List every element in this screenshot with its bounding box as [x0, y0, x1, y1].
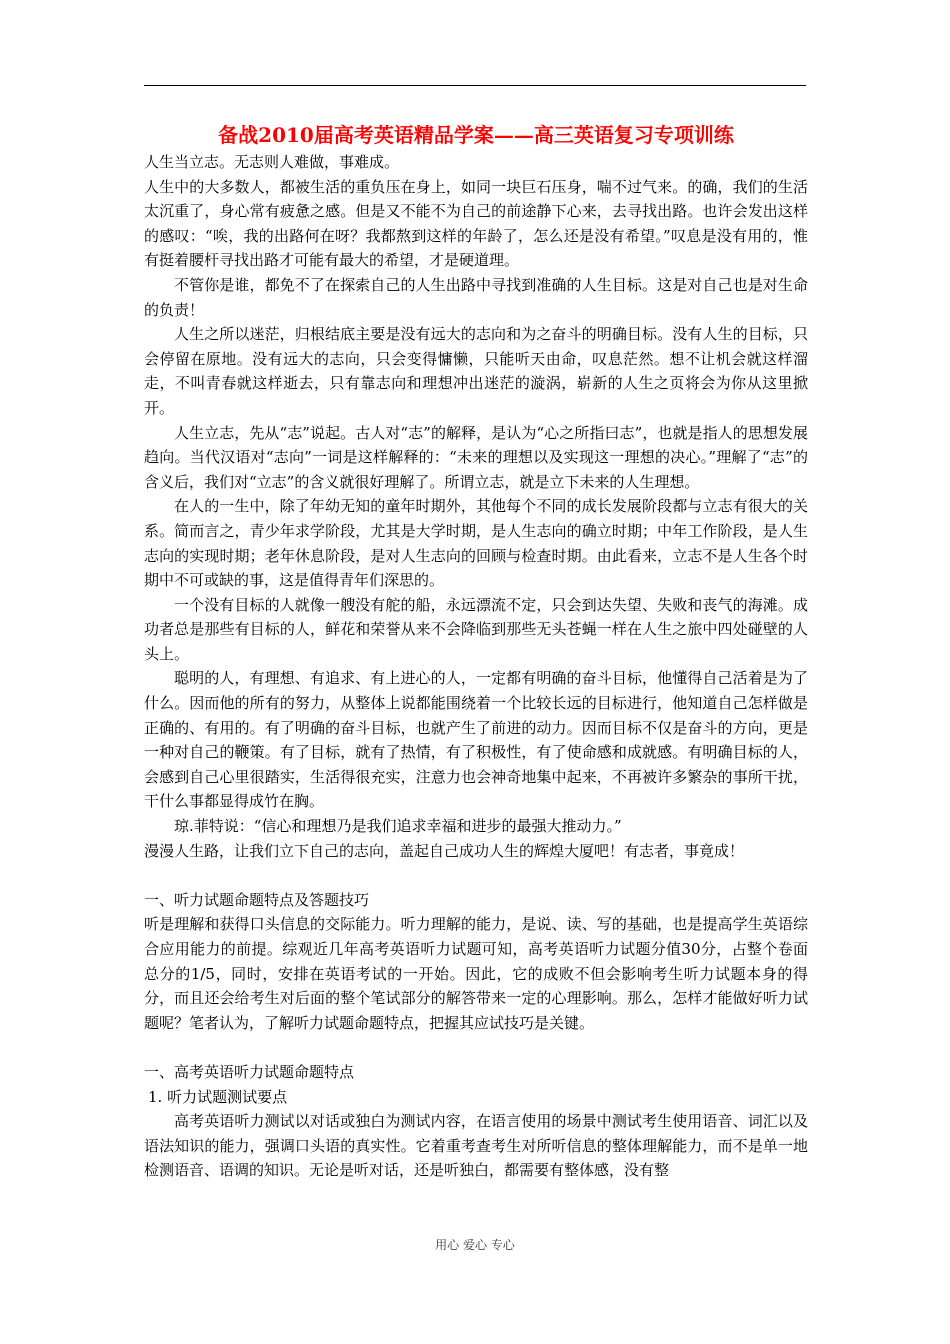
- paragraph: 人生之所以迷茫，归根结底主要是没有远大的志向和为之奋斗的明确目标。没有人生的目标，只会停留在原地。没有远大的志向，只会变得慵懒，只能听天由命，叹息茫然。想不让机会就这样溜走，不叫青春就这样逝去，只有靠志向和理想冲出迷茫的漩涡，崭新的人生之页将会为你从这里掀开。: [144, 325, 808, 417]
- paragraph: 不管你是谁，都免不了在探索自己的人生出路中寻找到准确的人生目标。这是对自己也是对生命的负责！: [144, 275, 808, 319]
- paragraph: 一个没有目标的人就像一艘没有舵的船，永远漂流不定，只会到达失望、失败和丧气的海滩。成功者总是那些有目标的人，鲜花和荣誉从来不会降临到那些无头苍蝇一样在人生之旅中四处碰壁的人头上。: [144, 595, 808, 663]
- paragraph: 在人的一生中，除了年幼无知的童年时期外，其他每个不同的成长发展阶段都与立志有很大的关系。简而言之，青少年求学阶段，尤其是大学时期，是人生志向的确立时期；中年工作阶段，是人生志向的实现时期；老年休息阶段，是对人生志向的回顾与检查时期。由此看来，立志不是人生各个时期中不可或缺的事，这是值得青年们深思的。: [144, 497, 808, 590]
- paragraph-motto: 人生当立志。无志则人难做，事难成。: [144, 153, 400, 171]
- paragraph-closing: 漫漫人生路，让我们立下自己的志向，盖起自己成功人生的辉煌大厦吧！有志者，事竟成！: [144, 841, 745, 860]
- paragraph: 听是理解和获得口头信息的交际能力。听力理解的能力，是说、读、写的基础，也是提高学生英语综合应用能力的前提。综观近几年高考英语听力试题可知，高考英语听力试题分值30分，占整个卷面总分的1/5，同时，安排在英语考试的一开始。因此，它的成败不但会影响考生听力试题本身的得分，而且还会给考生对后面的整个笔试部分的解答带来一定的心理影响。那么，怎样才能做好听力试题呢？笔者认为，了解听力试题命题特点，把握其应试技巧是关键。: [144, 915, 808, 1032]
- paragraph-quote: 琼.菲特说：“信心和理想乃是我们追求幸福和进步的最强大推动力。”: [174, 817, 622, 836]
- section-heading: 一、听力试题命题特点及答题技巧: [144, 890, 370, 909]
- paragraph: 聪明的人，有理想、有追求、有上进心的人，一定都有明确的奋斗目标，他懂得自己活着是为了什么。因而他的所有的努力，从整体上说都能围绕着一个比较长远的目标进行，他知道自己怎样做是正确的、有用的。有了明确的奋斗目标，也就产生了前进的动力。因而目标不仅是奋斗的方向，更是一种对自己的鞭策。有了目标，就有了热情，有了积极性，有了使命感和成就感。有明确目标的人，会感到自己心里很踏实，生活得很充实，注意力也会神奇地集中起来，不再被许多繁杂的事所干扰，干什么事都显得成竹在胸。: [144, 669, 808, 811]
- paragraph: 人生立志，先从“志”说起。古人对“志”的解释，是认为“心之所指曰志”，也就是指人的思想发展趋向。当代汉语对“志向”一词是这样解释的：“未来的理想以及实现这一理想的决心。”理解了“志”的含义后，我们对“立志”的含义就很好理解了。所谓立志，就是立下未来的人生理想。: [144, 423, 808, 491]
- section-heading: 一、高考英语听力试题命题特点: [144, 1062, 355, 1081]
- header-rule: [144, 85, 806, 86]
- paragraph: 高考英语听力测试以对话或独白为测试内容，在语言使用的场景中测试考生使用语音、词汇以及语法知识的能力，强调口头语的真实性。它着重考查考生对所听信息的整体理解能力，而不是单一地检测语音、语调的知识。无论是听对话，还是听独白，都需要有整体感，没有整: [144, 1112, 808, 1180]
- paragraph: 人生中的大多数人，都被生活的重负压在身上，如同一块巨石压身，喘不过气来。的确，我们的生活太沉重了，身心常有疲惫之感。但是又不能不为自己的前途静下心来，去寻找出路。也许会发出这样的感叹：“唉，我的出路何在呀？我都熬到这样的年龄了，怎么还是没有希望。”叹息是没有用的，惟有挺着腰杆寻找出路才可能有最大的希望，才是硬道理。: [144, 177, 808, 270]
- blank-line: [144, 1035, 808, 1060]
- document-title: 备战2010届高考英语精品学案——高三英语复习专项训练: [218, 123, 734, 147]
- subsection-heading: 1. 听力试题测试要点: [148, 1087, 288, 1106]
- page-footer: 用心 爱心 专心: [435, 1238, 515, 1252]
- blank-line: [144, 863, 808, 888]
- document-body: [144, 120, 808, 1183]
